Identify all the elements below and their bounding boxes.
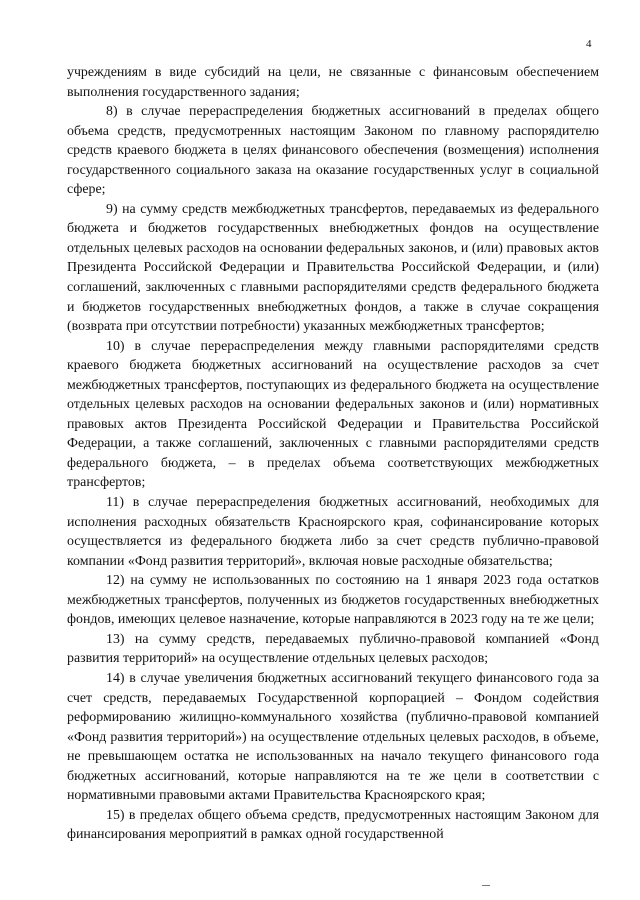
paragraph-item-9: 9) на сумму средств межбюджетных трансфертов, передаваемых из федерального бюджета и бюджетов государственных внебюджетных фондов на осуществление отдельных целевых расходов на основании федеральных законов, и (или) правовых актов Президента Российской Федерации и Правительства Российской Федерации, и (или) соглашений, заключенных с главными распорядителями средств федерального бюджета и бюджетов государственных внебюджетных фондов, а также в случае сокращения (возврата при отсутствии потребности) указанных межбюджетных трансфертов; — [67, 201, 599, 335]
paragraph-continuation: учреждениям в виде субсидий на цели, не связанные с финансовым обеспечением выполнения государственного задания; — [67, 65, 599, 100]
paragraph-item-14: 14) в случае увеличения бюджетных ассигнований текущего финансового года за счет средств, передаваемых Государственной корпорацией – Фондом содействия реформированию жилищно-коммунального хозяйства (публично-правовой компанией «Фонд развития территорий») на осуществление отдельных целевых расходов, в объеме, не превышающем остатка не использованных на начало текущего финансового года бюджетных ассигнований, которые направляются на те же цели в соответствии с нормативными правовыми актами Правительства Красноярского края; — [67, 670, 599, 804]
paragraph-item-10: 10) в случае перераспределения между главными распорядителями средств краевого бюджета бюджетных ассигнований на осуществление расходов за счет межбюджетных трансфертов, поступающих из федерального бюджета на осуществление отдельных целевых расходов на основании федеральных законов и (или) нормативных правовых актов Президента Российской Федерации и Правительства Российской Федерации, а также соглашений, заключенных с главными распорядителями средств федерального бюджета, – в пределах объема соответствующих межбюджетных трансфертов; — [67, 338, 599, 491]
paragraph-item-11: 11) в случае перераспределения бюджетных ассигнований, необходимых для исполнения расходных обязательств Красноярского края, софинансирование которых осуществляется из федерального бюджета либо за счет средств публично-правовой компании «Фонд развития территорий», включая новые расходные обязательства; — [67, 495, 599, 569]
paragraph-item-15: 15) в пределах общего объема средств, предусмотренных настоящим Законом для финансирования мероприятий в рамках одной государственной — [67, 807, 599, 843]
paragraph-item-12: 12) на сумму не использованных по состоянию на 1 января 2023 года остатков межбюджетных трансфертов, полученных из бюджетов государственных внебюджетных фондов, имеющих целевое назначение, которые направляются в 2023 году на те же цели; — [67, 573, 599, 628]
paragraph-item-13: 13) на сумму средств, передаваемых публично-правовой компанией «Фонд развития территорий» на осуществление отдельных целевых расходов; — [67, 631, 599, 667]
document-body — [67, 63, 599, 845]
page-number: 4 — [586, 38, 592, 50]
paragraph-item-8: 8) в случае перераспределения бюджетных ассигнований в пределах общего объема средств, предусмотренных настоящим Законом по главному распорядителю средств краевого бюджета в целях финансового обеспечения (возмещения) исполнения государственного социального заказа на оказание государственных услуг в социальной сфере; — [67, 104, 599, 198]
footer-mark — [482, 885, 490, 886]
